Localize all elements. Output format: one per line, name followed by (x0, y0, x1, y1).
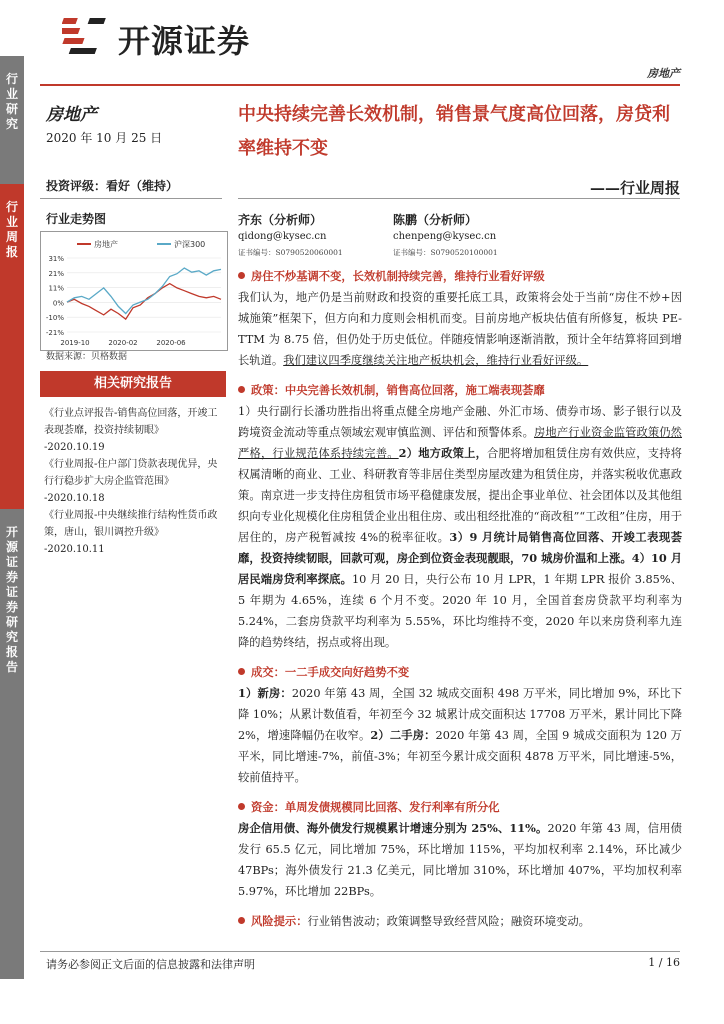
header-divider (40, 84, 680, 86)
related-report-date: -2020.10.18 (44, 493, 105, 504)
x-tick-label: 2020-02 (108, 339, 138, 347)
header-category: 房地产 (647, 67, 680, 80)
bullet-icon (238, 803, 245, 810)
y-tick-label: 21% (48, 269, 64, 278)
footer-disclaimer[interactable]: 请务必参阅正文后面的信息披露和法律声明 (46, 958, 255, 971)
divider-left (40, 198, 222, 199)
analyst-cert: 证书编号：S0790520100001 (393, 248, 498, 257)
report-type: ——行业周报 (589, 179, 680, 197)
section-paragraph: 我们认为，地产仍是当前财政和投资的重要托底工具，政策将会处于当前“房住不炒+因城施策”框架下，但方向和力度则会相机而变。目前房地产板块估值有所修复，板块 PE-TTM 为 8.75 倍，但仍处于历史低位。伴随疫情影响逐渐消散，预计全年结算将回到增长轨道。我们建议四季度继续关注地产板块机会，维持行业看好评级。 (238, 291, 682, 367)
trend-chart-svg (41, 232, 227, 350)
sector-name: 房地产 (46, 105, 97, 125)
section-paragraph: 1）央行副行长潘功胜指出将重点健全房地产金融、外汇市场、债券市场、影子银行以及跨境资金流动等重点领域宏观审慎监测、评估和预警体系。房地产行业资金监管政策仍然严格，行业规范体系持续完善。2）地方政策上，合肥将增加租赁住房有效供应，支持将权属清晰的商业、工业、科研教育等非居住类型房屋改建为租赁住房，并落实税收优惠政策。南京进一步支持住房租赁市场平稳健康发展，提出企事业单位、社会团体以及其他组织向专业化规模化住房租赁企业出租住房、或出租经批准的“商改租”“工改租”住房，用于居住的，房产税暂减按 4%的税率征收。3）9 月统计局销售高位回落、开竣工表现荟靡，投资持续韧眼，回款可观，房企到位资金表现靓眼，70 城房价温和上涨。4）10 月居民端房贷利率探底。10 月 20 日，央行公布 10 月 LPR，1 年期 LPR 报价 3.85%、5 年期为 4.65%，连续 6 个月不变。2020 年 10 月，全国首套房贷款平均利率为 5.24%，二套房贷款平均利率为 5.55%，环比均维持不变，2020 年以来房贷利率九连降的趋势终结，拐点或将出现。 (238, 405, 683, 649)
y-tick-label: -21% (45, 329, 64, 337)
chart-source: 数据来源：贝格数据 (46, 352, 128, 362)
legend-label: 沪深300 (174, 240, 206, 249)
side-tab-securities-research: 开源证券 证券研究报告 (0, 509, 24, 979)
section-paragraph: 1）新房：2020 年第 43 周，全国 32 城成交面积 498 万平米，同比增加 9%，环比下降 10%；从累计数值看，年初至今 32 城累计成交面积达 17708 万平米，累计同比下降 2%，增速降幅仍在收窄。2）二手房：2020 年第 43 周，全国 9 城成交面积为 120 万平米，同比增速-7%，前值-3%；年初至今累计成交面积 4878 万平米，同比增速-5%，较前值持平。 (238, 686, 682, 784)
side-tab-industry-research: 行业研究 (0, 56, 24, 184)
bullet-icon (238, 668, 245, 675)
report-date: 2020 年 10 月 25 日 (46, 131, 163, 145)
analyst-card (393, 211, 498, 258)
related-report-title[interactable]: 《行业周报-中央继续推行结构性货币政策，唐山，银川调控升级》 (44, 510, 218, 538)
related-reports-list (44, 405, 226, 558)
y-tick-label: 0% (52, 299, 64, 308)
section-paragraph: 房企信用债、海外债发行规模累计增速分别为 25%、11%。2020 年第 43 周，信用债发行 65.5 亿元，同比增加 75%，环比增加 115%，平均加权利率 2.14%，环比减少 47BPs；海外债发行 21.3 亿美元，同比增加 310%，环比增加 407%，平均加权利率 5.97%，环比增加 22BPs。 (238, 821, 682, 898)
brand-name: 开源证券 (118, 22, 251, 60)
y-tick-label: -10% (45, 314, 64, 323)
side-tab-industry-weekly: 行业周报 (0, 184, 24, 509)
related-report-date: -2020.10.11 (44, 544, 105, 555)
analyst-card (238, 211, 343, 258)
x-tick-label: 2019-10 (60, 339, 90, 347)
section-heading-transactions: 成交：一二手成交向好趋势不变 (238, 662, 682, 683)
brand-logo (62, 12, 114, 58)
related-report-title[interactable]: 《行业周报-住户部门贷款表现优异，央行行稳步扩大房企监管范围》 (44, 459, 218, 487)
related-report-item[interactable] (44, 405, 226, 456)
analyst-email[interactable]: qidong@kysec.cn (238, 231, 327, 242)
divider-right (238, 198, 680, 199)
x-tick-label: 2020-06 (156, 339, 186, 347)
investment-rating: 投资评级：看好（维持） (46, 179, 179, 193)
analyst-email[interactable]: chenpeng@kysec.cn (393, 231, 497, 242)
y-tick-label: 31% (48, 255, 64, 263)
series-line (67, 284, 221, 320)
trend-chart (40, 231, 228, 351)
footer-divider (40, 951, 680, 952)
page-number: 1 / 16 (648, 956, 680, 969)
trend-chart-title: 行业走势图 (46, 212, 107, 226)
section-heading-funding: 资金：单周发债规模同比回落、发行利率有所分化 (238, 797, 682, 818)
bullet-icon (238, 386, 245, 393)
analyst-name: 齐东（分析师） (238, 213, 323, 227)
y-tick-label: 11% (48, 284, 64, 293)
related-report-item[interactable] (44, 507, 226, 558)
related-reports-header: 相关研究报告 (40, 371, 226, 397)
related-report-title[interactable]: 《行业点评报告-销售高位回落，开竣工表现荟靡，投资持续韧眼》 (44, 408, 218, 436)
report-body (238, 266, 682, 932)
bullet-icon (238, 917, 245, 924)
analyst-cert: 证书编号：S0790520060001 (238, 248, 343, 257)
related-report-date: -2020.10.19 (44, 442, 105, 453)
analyst-name: 陈鹏（分析师） (393, 213, 478, 227)
section-heading-rating: 房住不炒基调不变，长效机制持续完善，维持行业看好评级 (238, 266, 682, 287)
report-title: 中央持续完善长效机制，销售景气度高位回落，房贷利率维持不变 (238, 104, 670, 159)
legend-label: 房地产 (94, 240, 118, 249)
section-heading-policy: 政策：中央完善长效机制，销售高位回落，施工端表现荟靡 (238, 380, 682, 401)
risk-warning: 风险提示：行业销售波动；政策调整导致经营风险；融资环境变动。 (238, 911, 682, 932)
related-report-item[interactable] (44, 456, 226, 507)
bullet-icon (238, 272, 245, 279)
